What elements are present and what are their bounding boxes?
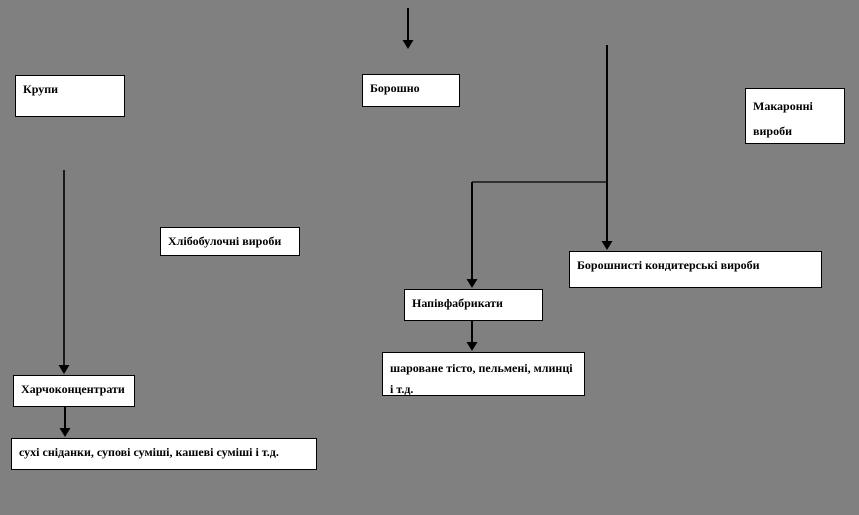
node-napivfabrykaty	[404, 289, 543, 321]
node-krupy	[15, 75, 125, 117]
node-khlibobulochni-vyroby	[160, 227, 300, 256]
node-kharchokontsentraty-label: Харчоконцентрати	[21, 382, 125, 396]
node-kharchokontsentraty-examples	[11, 438, 317, 470]
arrow-to-boroshno	[403, 8, 414, 49]
arrow-napiv-to-items	[467, 321, 478, 351]
arrow-to-boroshnysti	[602, 45, 613, 250]
node-kharchokontsentraty	[13, 375, 135, 407]
node-napivfabrykaty-label: Напівфабрикати	[412, 296, 503, 310]
node-boroshnysti-kondyterski-vyroby	[569, 251, 822, 288]
arrow-kharcho-to-items	[60, 407, 71, 437]
node-makaronni-label: Макаронні вироби	[753, 99, 813, 139]
node-makaronni-vyroby	[745, 88, 845, 144]
node-krupy-label: Крупи	[23, 82, 59, 96]
node-boroshnysti-label: Борошнисті кондитерські вироби	[577, 258, 760, 272]
node-napivfabrykaty-examples	[382, 352, 585, 396]
arrow-to-kharchokontsentraty	[59, 170, 70, 374]
node-napivfabrykaty-examples-label: шароване тісто, пельмені, млинці і т.д.	[390, 361, 573, 396]
node-boroshno	[362, 74, 460, 107]
node-kharchokontsentraty-examples-label: сухі сніданки, супові суміші, кашеві суміші і т.д.	[19, 445, 279, 459]
node-khlibobulochni-label: Хлібобулочні вироби	[168, 234, 282, 248]
node-boroshno-label: Борошно	[370, 81, 420, 95]
